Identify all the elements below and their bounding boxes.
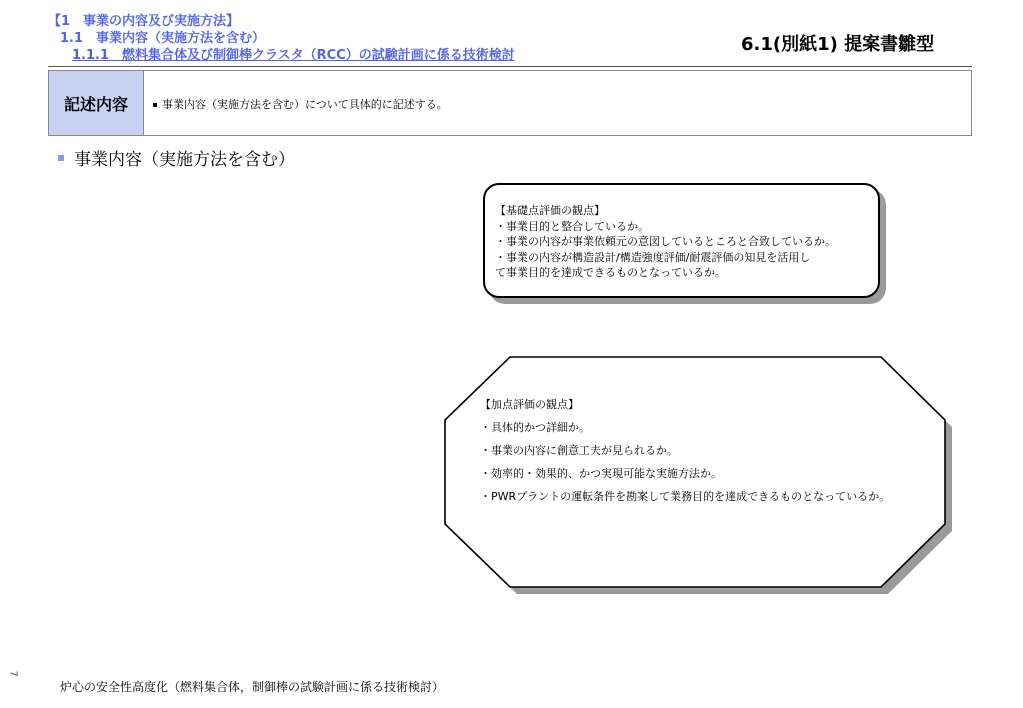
description-text-row — [153, 96, 448, 112]
bonus-eval-title: 【加点評価の観点】 — [480, 398, 579, 411]
basic-eval-box — [483, 183, 880, 298]
square-bullet-icon — [58, 155, 64, 161]
basic-eval-item: ・事業の内容が事業依頼元の意図しているところと合致しているか。 — [495, 235, 836, 248]
bonus-eval-item: ・PWRプラントの運転条件を勘案して業務目的を達成できるものとなっているか。 — [480, 490, 891, 503]
header-rule — [48, 66, 972, 67]
section-title: 事業内容（実施方法を含む） — [74, 150, 295, 170]
header-line-2: 1.1 事業内容（実施方法を含む） — [60, 31, 266, 46]
document-title: 6.1(別紙1) 提案書雛型 — [741, 34, 935, 55]
header-line-1: 【1 事業の内容及び実施方法】 — [48, 14, 240, 29]
section-heading — [58, 145, 295, 170]
bonus-eval-item: ・事業の内容に創意工夫が見られるか。 — [480, 444, 678, 457]
bonus-eval-item: ・効率的・効果的、かつ実現可能な実施方法か。 — [480, 467, 722, 480]
footer-text: 炉心の安全性高度化（燃料集合体，制御棒の試験計画に係る技術検討） — [60, 680, 445, 694]
description-text: 事業内容（実施方法を含む）について具体的に記述する。 — [162, 98, 448, 111]
bonus-eval-item: ・具体的かつ詳細か。 — [480, 421, 590, 434]
description-box — [48, 70, 972, 136]
basic-eval-item: ・事業の内容が構造設計/構造強度評価/耐震評価の知見を活用し — [495, 250, 811, 264]
page-number: 7 — [7, 670, 19, 677]
square-bullet-icon — [153, 103, 157, 107]
basic-eval-item: ・事業目的と整合しているか。 — [495, 219, 649, 233]
basic-eval-item: て事業目的を達成できるものとなっているか。 — [495, 266, 726, 279]
bonus-eval-box — [480, 398, 920, 504]
header-line-3: 1.1.1 燃料集合体及び制御棒クラスタ（RCC）の試験計画に係る技術検討 — [72, 48, 515, 63]
basic-eval-title: 【基礎点評価の観点】 — [495, 204, 605, 217]
description-label: 記述内容 — [49, 71, 144, 135]
